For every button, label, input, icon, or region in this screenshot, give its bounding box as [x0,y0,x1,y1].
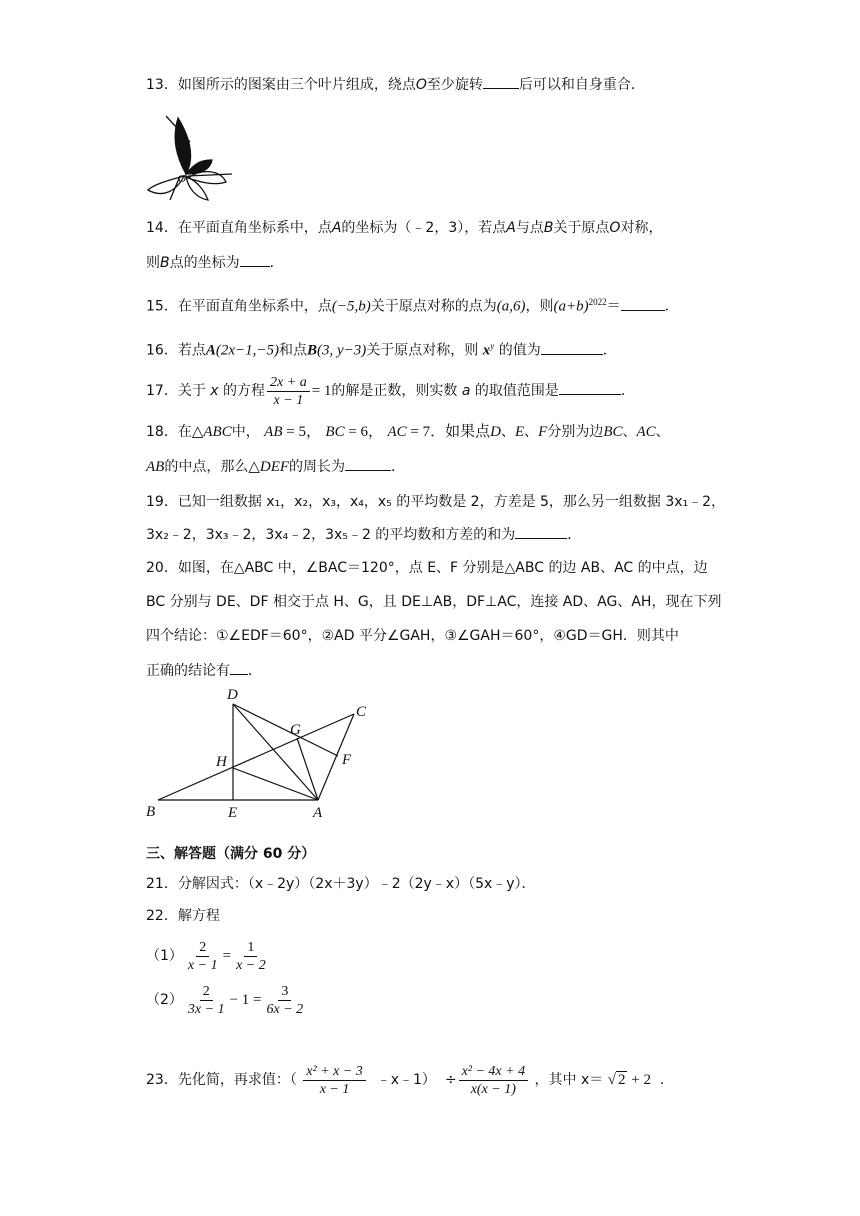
q18-text: 中， [231,424,260,440]
q18-text: 、 [500,424,515,440]
q18-text: = 6， [344,424,384,440]
q20-text: 如图，在△ABC 中，∠BAC＝120°，点 E、F 分别是△ABC 的边 AB、AC 的中点，边 [177,560,708,576]
q16-answer-blank[interactable] [541,340,603,355]
q18-math: AB [264,424,283,440]
q23-fraction-1 [303,1063,366,1098]
q18-text: = 5， [282,424,321,440]
q19-number: 19． [146,494,178,510]
q14-text: 的坐标为（﹣2，3），若点 [341,220,507,236]
q15-text: 在平面直角坐标系中，点 [177,298,332,315]
q22-denominator: x − 2 [236,957,266,973]
q23-denominator: x − 1 [319,1081,350,1097]
q23-text: ． [659,1072,674,1088]
q16-point-a: A [205,342,216,359]
q15-expression: (a+b) [553,298,589,315]
q20-label-e: E [228,805,238,820]
question-23 [146,1060,674,1100]
q17-answer-blank[interactable] [559,380,621,395]
question-18-line-2 [146,456,405,477]
q17-fraction [267,374,310,409]
q20-number: 20． [146,560,178,576]
q18-text: 的周长为 [289,459,346,475]
q15-point-1: (−5,b) [331,298,371,315]
q15-answer-blank[interactable] [621,296,665,311]
q16-text: 的值为 [498,342,541,359]
q18-math: BC [603,424,623,440]
q22-p1-right-fraction [233,939,269,974]
q22-denominator: x − 1 [187,957,218,973]
q18-math: BC [325,424,345,440]
q14-text: 点的坐标为 [169,255,240,271]
q16-coord-a: (2x−1,−5) [215,342,279,359]
q20-label-a: A [313,805,323,820]
q17-numerator: 2x + a [267,374,310,392]
q20-label-b: B [146,804,156,820]
q13-point-o: O [415,77,427,93]
q18-math: △DEF [248,459,290,475]
q22-part-label: （1） [146,948,183,964]
q22-numerator: 2 [200,983,213,1001]
q20-text: 四个结论：①∠EDF＝60°，②AD 平分∠GAH，③∠GAH＝60°，④GD＝GH．则其中 [146,628,679,644]
q20-triangle-figure [140,684,380,820]
q17-equals: = 1 [311,383,332,399]
q13-text-c: 后可以和自身重合． [518,77,645,93]
q17-number: 17． [146,383,178,399]
q18-number: 18． [146,424,178,440]
q14-point: O [609,220,621,236]
q17-text: 的解是正数，则实数 [331,383,458,399]
q14-text: 关于原点 [553,220,610,236]
question-20-line-1 [146,558,708,578]
q18-text: 分别为边 [547,424,604,440]
q23-text: + 2 [627,1072,651,1088]
question-20-line-2 [146,592,721,612]
q18-math: AC [636,424,656,440]
q14-text: ． [269,255,284,271]
q14-text: 对称， [620,220,663,236]
q22-p2-left-fraction [185,983,228,1018]
section-3-heading: 三、解答题（满分 60 分） [146,846,316,862]
q20-label-f: F [342,752,352,768]
q23-sqrt: √ 2 [607,1072,626,1088]
q23-fraction-2 [459,1063,529,1098]
q18-text: 在 [177,424,192,440]
q23-text: ，其中 x＝ [534,1072,604,1088]
q20-text: ． [248,663,262,679]
q23-denominator: x(x − 1) [470,1081,516,1097]
q23-divide: ÷ [444,1072,457,1088]
q21-text: 分解因式：（x﹣2y）（2x＋3y）﹣2（2y﹣x）（5x﹣y）． [177,876,536,892]
q16-text: 若点 [177,342,206,359]
q16-point-b: B [307,342,318,359]
q18-math: AC [387,424,407,440]
question-18-line-1 [146,422,670,442]
q19-text: ． [567,527,582,543]
q22-text: 解方程 [177,908,220,924]
q18-math: D [490,424,501,440]
q15-exponent: 2022 [588,297,607,307]
q16-base: x [482,342,491,359]
q17-text: ． [620,383,635,399]
q18-text: 、 [655,424,670,440]
q18-text: = 7．如果点 [406,424,491,440]
q18-math: F [538,424,548,440]
question-13 [146,74,645,95]
q21-number: 21． [146,876,178,892]
q17-variable: x [210,383,219,399]
question-15 [146,292,679,317]
q13-text-b: 至少旋转 [426,77,483,93]
q18-text: 的中点，那么 [164,459,249,475]
q20-answer-blank[interactable] [230,660,248,675]
question-16 [146,336,617,361]
q17-text: 的取值范围是 [474,383,559,399]
q14-text: 与点 [515,220,544,236]
q15-number: 15． [146,298,178,315]
q23-text: ﹣x﹣1） [376,1072,436,1088]
q20-label-h: H [216,754,227,770]
q22-numerator: 1 [244,939,257,957]
q22-denominator: 6x − 2 [266,1001,304,1017]
question-21 [146,874,536,894]
q22-part-label: （2） [146,992,183,1008]
q22-numerator: 2 [196,939,209,957]
q14-point: B [543,220,554,236]
question-22-part-2 [146,980,308,1020]
q20-text: BC 分别与 DE、DF 相交于点 H、G，且 DE⊥AB，DF⊥AC，连接 AD、AG、AH，现在下列 [146,594,722,610]
q16-exponent: y [490,341,495,351]
q15-text: ，则 [525,298,554,315]
question-22-part-1 [146,936,271,976]
q18-text: 、 [622,424,637,440]
q19-text: 已知一组数据 x₁，x₂，x₃，x₄，x₅ 的平均数是 2，方差是 5，那么另一组数据 3x₁﹣2， [177,494,726,510]
q20-label-d: D [227,687,238,703]
question-22 [146,906,220,926]
q22-p1-left-fraction [185,939,221,974]
q14-text: 在平面直角坐标系中，点 [177,220,332,236]
q18-text: ． [391,459,406,475]
q23-text: 先化简，再求值：（ [177,1072,297,1088]
question-14-line-1 [146,218,662,238]
q16-number: 16． [146,342,178,359]
question-20-line-4 [146,660,262,681]
q15-text: 关于原点对称的点为 [370,298,497,315]
q20-label-g: G [290,722,301,738]
question-14-line-2 [146,252,284,273]
q15-text: ＝ [606,298,621,315]
q22-middle: − 1 = [229,992,262,1008]
q16-coord-b: (3, y−3) [317,342,367,359]
question-20-line-3 [146,626,679,646]
q19-answer-blank[interactable] [515,524,567,539]
q17-text: 关于 [177,383,206,399]
question-17 [146,372,635,410]
q16-text: 和点 [279,342,307,359]
q23-numerator: x² − 4x + 4 [459,1063,529,1081]
q23-numerator: x² + x − 3 [303,1063,366,1081]
q14-number: 14． [146,220,178,236]
q22-p2-right-fraction [264,983,307,1018]
q13-text-a: 如图所示的图案由三个叶片组成，绕点 [177,77,416,93]
q20-label-c: C [356,704,367,720]
q19-text: 3x₂﹣2，3x₃﹣2，3x₄﹣2，3x₅﹣2 的平均数和方差的和为 [146,527,516,543]
q22-equals: = [222,948,232,964]
q15-text: ． [664,298,679,315]
question-19-line-2 [146,524,581,545]
q14-point: A [506,220,516,236]
q16-text: ． [602,342,617,359]
q18-math: AB [146,459,165,475]
q20-text: 正确的结论有 [146,663,230,679]
q14-point: A [331,220,342,236]
q23-sqrt-arg: 2 [617,1072,626,1088]
q15-point-2: (a,6) [496,298,526,315]
q18-answer-blank[interactable] [345,456,391,471]
q22-number: 22． [146,908,178,924]
q17-text: 的方程 [223,383,266,399]
q18-math: △ABC [191,424,232,440]
q13-fig-label-o: O [178,173,186,185]
q13-leaf-figure [140,112,240,204]
q16-text: 关于原点对称，则 [366,342,479,359]
q13-number: 13． [146,77,178,93]
q22-numerator: 3 [278,983,291,1001]
q13-answer-blank[interactable] [483,74,519,89]
q14-text: 则 [146,255,160,271]
q18-text: 、 [524,424,539,440]
q17-denominator: x − 1 [273,392,304,408]
q23-number: 23． [146,1072,178,1088]
q14-answer-blank[interactable] [240,252,270,267]
q14-point: B [160,255,170,271]
q18-math: E [514,424,525,440]
q17-variable: a [461,383,471,399]
q22-denominator: 3x − 1 [187,1001,225,1017]
question-19-line-1 [146,492,725,512]
